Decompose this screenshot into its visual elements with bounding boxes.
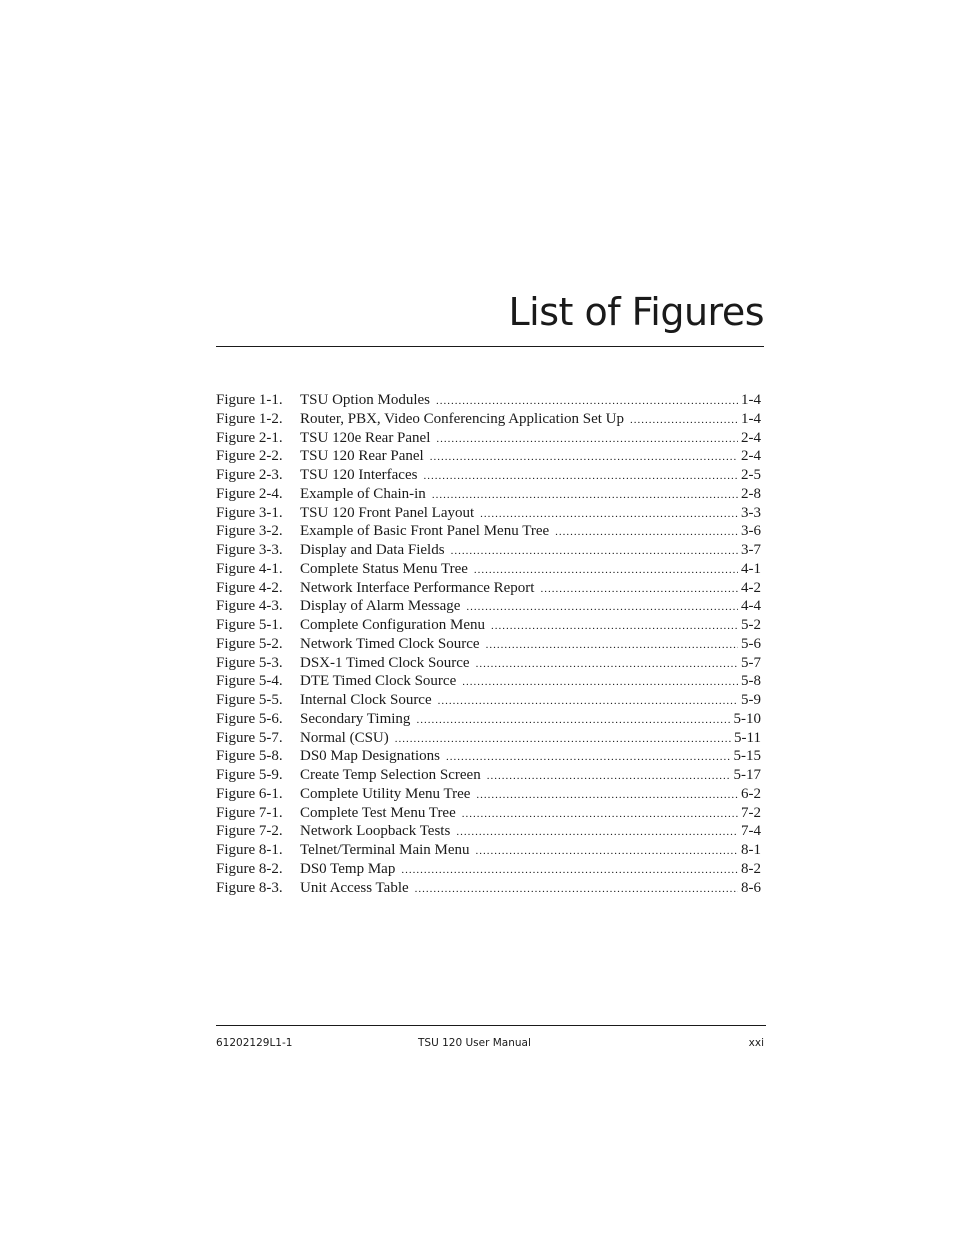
figure-title: Complete Configuration Menu — [300, 617, 485, 633]
figure-entry[interactable] — [216, 785, 761, 804]
footer-doc-number: 61202129L1-1 — [216, 1037, 293, 1049]
figure-title: Network Interface Performance Report — [300, 579, 535, 596]
figure-number: Figure 5-7. — [216, 729, 283, 746]
figure-entry[interactable] — [216, 579, 761, 598]
figure-number: Figure 7-1. — [216, 804, 283, 821]
figure-title: DSX-1 Timed Clock Source — [300, 654, 470, 671]
figure-entry[interactable] — [216, 691, 761, 710]
figure-page-number: 2-4 — [741, 448, 761, 465]
figure-title: TSU 120 Rear Panel — [300, 448, 424, 465]
figure-entry[interactable] — [216, 635, 761, 654]
figure-entry[interactable] — [216, 560, 761, 579]
dot-leader — [451, 542, 738, 561]
figure-entry[interactable] — [216, 597, 761, 616]
dot-leader — [476, 655, 738, 674]
figure-title: Network Loopback Tests — [300, 823, 451, 840]
figure-entry[interactable] — [216, 447, 761, 466]
figure-page-number: 3-6 — [741, 523, 761, 540]
footer-page-number: xxi — [748, 1037, 764, 1049]
dot-leader — [462, 673, 738, 692]
figure-page-number: 2-5 — [741, 467, 761, 483]
figure-title: TSU 120 Front Panel Layout — [300, 504, 475, 521]
figure-number: Figure 5-8. — [216, 748, 283, 765]
figure-page-number: 3-7 — [741, 542, 761, 558]
figure-title: DS0 Map Designations — [300, 748, 440, 765]
figure-number: Figure 4-3. — [216, 598, 283, 615]
dot-leader — [480, 505, 738, 524]
figure-entry[interactable] — [216, 804, 761, 823]
dot-leader — [395, 730, 731, 749]
figure-number: Figure 5-4. — [216, 673, 283, 690]
figure-number: Figure 7-2. — [216, 823, 283, 840]
figure-entry[interactable] — [216, 747, 761, 766]
figure-page-number: 5-17 — [733, 767, 761, 783]
figure-page-number: 8-2 — [741, 860, 761, 877]
figure-title: Display of Alarm Message — [300, 598, 461, 615]
figure-page-number: 6-2 — [741, 785, 761, 802]
figure-number: Figure 3-2. — [216, 523, 283, 540]
dot-leader — [487, 767, 731, 786]
figure-title: Secondary Timing — [300, 710, 411, 727]
figure-title: Network Timed Clock Source — [300, 635, 480, 652]
figure-title: Create Temp Selection Screen — [300, 767, 481, 783]
footer-divider — [216, 1025, 766, 1026]
dot-leader — [540, 580, 738, 599]
figure-entry[interactable] — [216, 485, 761, 504]
figure-title: TSU Option Modules — [300, 392, 431, 408]
figure-number: Figure 3-3. — [216, 542, 283, 558]
dot-leader — [474, 561, 738, 580]
figure-page-number: 5-6 — [741, 635, 761, 652]
figure-number: Figure 5-9. — [216, 767, 283, 783]
figure-page-number: 5-8 — [741, 673, 761, 690]
figure-entry[interactable] — [216, 541, 761, 560]
figure-entry[interactable] — [216, 504, 761, 523]
figure-title: Complete Status Menu Tree — [300, 560, 468, 577]
figure-page-number: 7-2 — [741, 804, 761, 821]
figure-page-number: 8-1 — [741, 842, 761, 858]
figure-page-number: 5-2 — [741, 617, 761, 633]
dot-leader — [438, 692, 738, 711]
figure-number: Figure 6-1. — [216, 785, 283, 802]
dot-leader — [401, 861, 738, 880]
figure-number: Figure 5-2. — [216, 635, 283, 652]
figure-number: Figure 2-1. — [216, 429, 283, 446]
dot-leader — [630, 411, 738, 430]
figure-entry[interactable] — [216, 879, 761, 898]
figure-title: Unit Access Table — [300, 879, 409, 896]
figure-title: DS0 Temp Map — [300, 860, 396, 877]
figure-number: Figure 3-1. — [216, 504, 283, 521]
figure-page-number: 5-11 — [734, 729, 761, 746]
figure-title: TSU 120 Interfaces — [300, 467, 418, 483]
figure-entry[interactable] — [216, 522, 761, 541]
figure-page-number: 4-4 — [741, 598, 761, 615]
figure-page-number: 5-10 — [733, 710, 761, 727]
figure-number: Figure 2-4. — [216, 485, 283, 502]
figure-number: Figure 4-2. — [216, 579, 283, 596]
figure-number: Figure 8-2. — [216, 860, 283, 877]
figure-page-number: 8-6 — [741, 879, 761, 896]
figure-entry[interactable] — [216, 616, 761, 635]
dot-leader — [486, 636, 738, 655]
dot-leader — [430, 448, 738, 467]
figure-page-number: 2-8 — [741, 485, 761, 502]
figure-entry[interactable] — [216, 410, 761, 429]
figure-page-number: 5-15 — [733, 748, 761, 765]
dot-leader — [456, 823, 738, 842]
figure-entry[interactable] — [216, 466, 761, 485]
footer-manual-title: TSU 120 User Manual — [418, 1037, 531, 1049]
figure-entry[interactable] — [216, 822, 761, 841]
figure-number: Figure 5-3. — [216, 654, 283, 671]
figure-entry[interactable] — [216, 429, 761, 448]
dot-leader — [466, 598, 738, 617]
dot-leader — [436, 430, 738, 449]
figure-page-number: 3-3 — [741, 504, 761, 521]
dot-leader — [423, 467, 738, 486]
figure-page-number: 7-4 — [741, 823, 761, 840]
figure-title: Normal (CSU) — [300, 729, 389, 746]
figure-title: Example of Basic Front Panel Menu Tree — [300, 523, 550, 540]
figure-number: Figure 4-1. — [216, 560, 283, 577]
figure-page-number: 2-4 — [741, 429, 761, 446]
figure-number: Figure 8-1. — [216, 842, 283, 858]
dot-leader — [432, 486, 738, 505]
figure-page-number: 1-4 — [741, 410, 761, 427]
dot-leader — [415, 880, 738, 899]
figure-number: Figure 8-3. — [216, 879, 283, 896]
figure-number: Figure 1-2. — [216, 410, 283, 427]
figure-title: Complete Utility Menu Tree — [300, 785, 471, 802]
figure-list — [216, 391, 761, 897]
figure-entry[interactable] — [216, 654, 761, 673]
figure-title: Complete Test Menu Tree — [300, 804, 456, 821]
page-title: List of Figures — [508, 290, 764, 334]
figure-number: Figure 2-2. — [216, 448, 283, 465]
figure-page-number: 4-2 — [741, 579, 761, 596]
figure-title: Example of Chain-in — [300, 485, 426, 502]
figure-number: Figure 5-6. — [216, 710, 283, 727]
figure-title: Router, PBX, Video Conferencing Application Set Up — [300, 410, 625, 427]
figure-entry[interactable] — [216, 710, 761, 729]
figure-entry[interactable] — [216, 841, 761, 860]
figure-title: TSU 120e Rear Panel — [300, 429, 431, 446]
figure-number: Figure 5-5. — [216, 692, 283, 708]
title-divider — [216, 346, 764, 347]
figure-number: Figure 1-1. — [216, 392, 283, 408]
figure-page-number: 5-7 — [741, 654, 761, 671]
figure-entry[interactable] — [216, 766, 761, 785]
dot-leader — [416, 711, 730, 730]
dot-leader — [476, 786, 738, 805]
dot-leader — [446, 748, 731, 767]
figure-entry[interactable] — [216, 860, 761, 879]
figure-title: Display and Data Fields — [300, 542, 445, 558]
dot-leader — [476, 842, 738, 861]
dot-leader — [491, 617, 738, 636]
figure-title: Telnet/Terminal Main Menu — [300, 842, 470, 858]
figure-title: Internal Clock Source — [300, 692, 432, 708]
dot-leader — [436, 392, 738, 411]
figure-entry[interactable] — [216, 729, 761, 748]
figure-entry[interactable] — [216, 391, 761, 410]
figure-page-number: 4-1 — [741, 560, 761, 577]
figure-number: Figure 5-1. — [216, 617, 283, 633]
dot-leader — [555, 523, 738, 542]
figure-number: Figure 2-3. — [216, 467, 283, 483]
figure-entry[interactable] — [216, 672, 761, 691]
figure-title: DTE Timed Clock Source — [300, 673, 457, 690]
dot-leader — [462, 805, 738, 824]
figure-page-number: 1-4 — [741, 392, 761, 408]
figure-page-number: 5-9 — [741, 692, 761, 708]
